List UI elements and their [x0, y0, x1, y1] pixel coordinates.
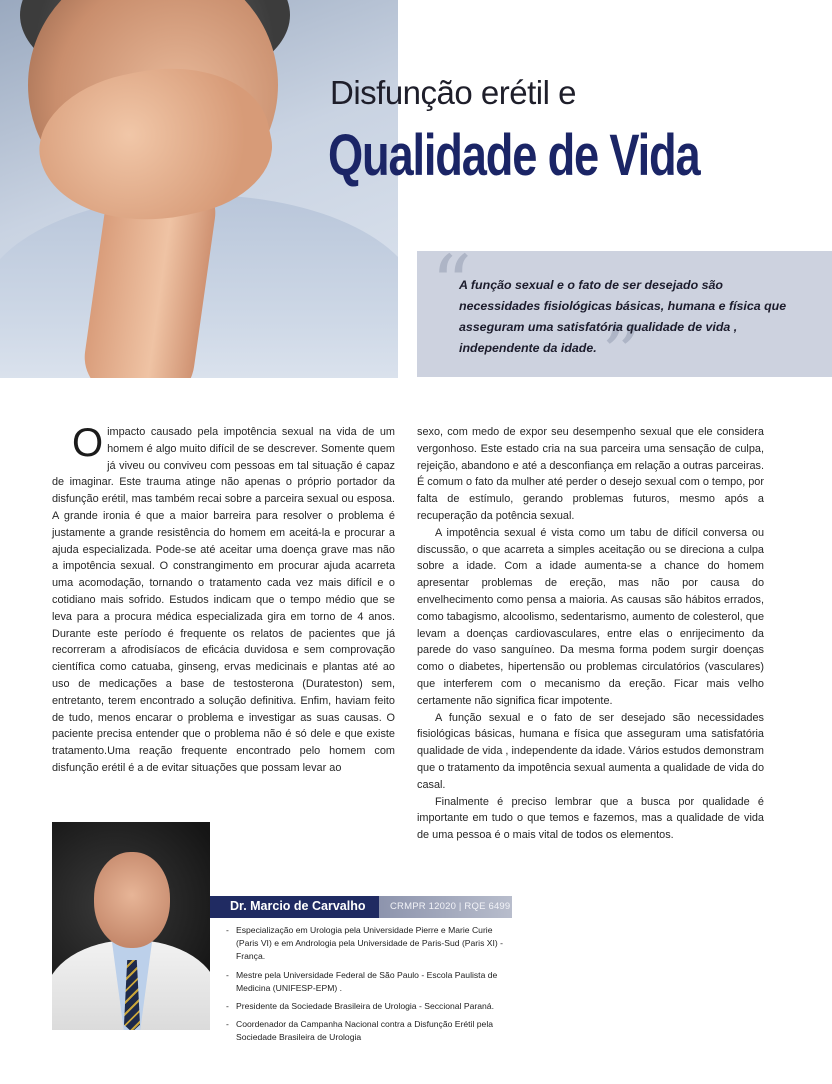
drop-cap: O	[72, 421, 104, 465]
article-column-right	[417, 424, 764, 844]
article-left-text: impacto causado pela impotência sexual na vida de um homem é algo muito difícil de se descrever. Somente quem já viveu ou conviveu com pessoas em tal situação é capaz de imaginar. Este trauma atinge não apenas o próprio portador da disfunção erétil, mas também recai sobre a parceira sexual ou esposa. A grande ironia é que a maior barreira para resolver o problema é justamente a grande resistência do homem em aceitá-la e procurar a ajuda especializada. Pode-se até aceitar uma doença grave mas não a impotência sexual. O constrangimento em procurar ajuda acarreta uma acomodação, tornando o tratamento cada vez mais difícil e o cotidiano mais sofrido. Estudos indicam que o tempo médio que se leva para a procura médica especializada gira em torno de 4 anos. Durante este período é frequente os relatos de pacientes que já recorreram a afrodisíacos de eficácia duvidosa e sem comprovação científica como catuaba, ginseng, ervas medicinais e plantas até ao uso de medicações a base de testosterona (Durateston) sem, entretanto, terem encontrado a solução definitiva. Enfim, haviam feito de tudo, menos encarar o problema e investigar as suas causas. O paciente precisa entender que o problema não é só dele e que existe tratamento.Uma reação frequente encontrado pelo homem com disfunção erétil é a de evitar situações que possam levar ao	[52, 426, 395, 774]
credential-item: - Presidente da Sociedade Brasileira de Urologia - Seccional Paraná.	[226, 1000, 516, 1013]
article-title-line1: Disfunção erétil e	[330, 74, 576, 111]
author-face	[94, 852, 170, 948]
credential-item: - Especialização em Urologia pela Universidade Pierre e Marie Curie (Paris VI) e em Andrologia pela Universidade de Paris-Sud (Paris XI) - França.	[226, 924, 516, 964]
credential-item: - Coordenador da Campanha Nacional contra a Disfunção Erétil pela Sociedade Brasileira de Urologia	[226, 1018, 516, 1044]
author-credentials-list	[226, 924, 516, 1050]
article-paragraph: A função sexual e o fato de ser desejado são necessidades fisiológicas básicas, humana e física que asseguram uma satisfatória qualidade de vida , independente da idade. Vários estudos demonstram que o tratamento da impotência sexual aumenta a qualidade de vida do casal.	[417, 711, 764, 791]
article-paragraph: A impotência sexual é vista como um tabu de difícil conversa ou discussão, o que acarreta a simples aceitação ou se direciona a culpa sobre a idade. Com a idade aumenta-se a chance do homem apresentar problemas de ereção, mas não por causa do envelhecimento como pensa a maioria. As causas são hábitos errados, como tabagismo, alcoolismo, sedentarismo, aumento de colesterol, que levam a doenças cardiovasculares, entre elas o enrijecimento da parede do vaso sanguíneo. Da mesma forma podem surgir doenças como o diabetes, hipertensão ou problemas circulatórios (vasculares) que interferem com o mecanismo da ereção. Ficar mais velho certamente não significa ficar impotente.	[417, 526, 764, 707]
open-quote-icon: “	[431, 238, 472, 331]
close-quote-icon: ”	[601, 308, 642, 401]
article-title-line2: Qualidade de Vida	[328, 123, 700, 188]
author-name-bar	[210, 896, 512, 918]
article-paragraph: sexo, com medo de expor seu desempenho sexual que ele considera vergonhoso. Este estado cria na sua parceira uma sensação de culpa, rejeição, abandono e até a desconfiança em relação a outras parceiras. É comum o fato da mulher até perder o desejo sexual com o tempo, por falta de estímulo, gerando problemas futuros, mesmo após a recuperação da potência sexual.	[417, 426, 764, 522]
author-registration: CRMPR 12020 | RQE 6499	[390, 901, 511, 912]
author-name: Dr. Marcio de Carvalho	[230, 899, 366, 913]
hero-photo-man-holding-face	[0, 0, 398, 378]
article-column-left	[52, 421, 395, 777]
pull-quote-box	[417, 238, 832, 401]
author-photo	[52, 822, 210, 1030]
article-paragraph: Finalmente é preciso lembrar que a busca por qualidade é importante em tudo o que temos e fazemos, mas a qualidade de vida de uma pessoa é o mais vital de todos os elementos.	[417, 795, 764, 842]
pull-quote-text: A função sexual e o fato de ser desejado são necessidades fisiológicas básicas, humana e física que asseguram uma satisfatória qualidade de vida , independente da idade.	[459, 278, 787, 355]
credential-item: - Mestre pela Universidade Federal de São Paulo - Escola Paulista de Medicina (UNIFESP-EPM) .	[226, 969, 516, 995]
